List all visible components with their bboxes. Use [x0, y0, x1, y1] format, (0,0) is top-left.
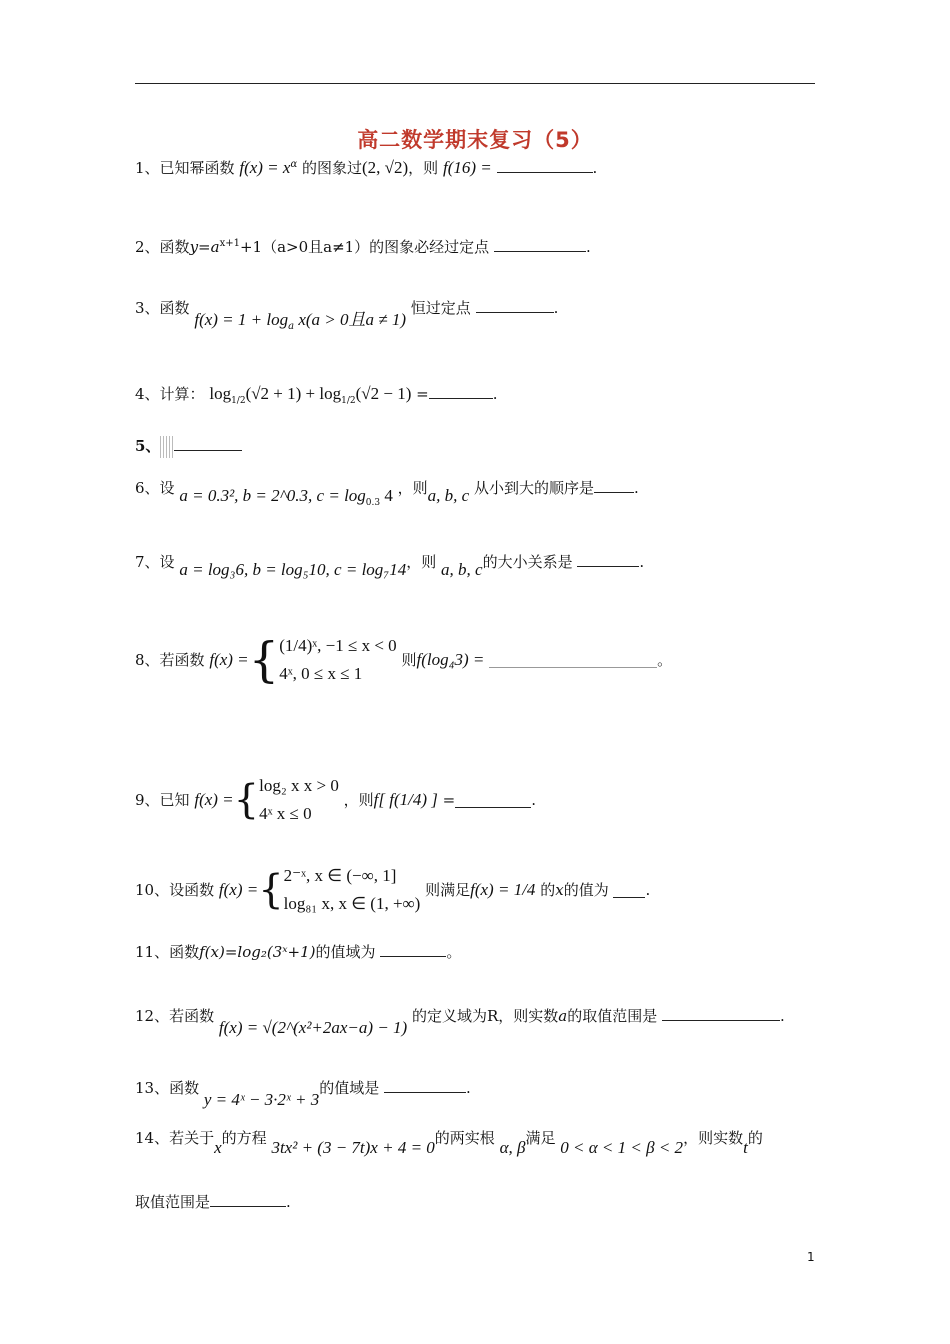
question-10: 10、设函数 f(x) ={ 2⁻ˣ, x ∈ (−∞, 1] log₈₁ x, x ∈ (1, +∞) 则满足f(x) = 1/4 的x的值为 .: [135, 866, 651, 913]
left-brace-icon: {: [248, 632, 280, 688]
question-3: 3、函数 $f(x) = 1 + \log_a x(a > 0$且a ≠ 1) 恒过定点 .: [135, 299, 559, 332]
question-5: 5、: [135, 436, 242, 458]
left-brace-icon: {: [233, 777, 260, 823]
answer-blank-11[interactable]: [380, 942, 446, 957]
answer-blank-8[interactable]: [489, 653, 657, 668]
question-2: 2、函数$y=a^{x+1}+1(a>0$且a≠1）的图象必经过定点 .: [135, 238, 591, 256]
answer-blank-1[interactable]: [497, 158, 593, 173]
question-8: 8、若函数 f(x) ={ (1/4)ˣ, −1 ≤ x < 0 4ˣ, 0 ≤ x ≤ 1 则f(log₄3) = 。: [135, 632, 673, 688]
question-13: 13、函数 y = 4ˣ − 3·2ˣ + 3的值域是 .: [135, 1079, 471, 1109]
answer-blank-6[interactable]: [594, 478, 634, 493]
question-14-continued: 取值范围是 .: [135, 1193, 291, 1211]
garbled-image: [160, 436, 174, 458]
answer-blank-3[interactable]: [476, 298, 554, 313]
question-7: 7、设 a = log₃6, b = log₅10, c = log₇14，则 a, b, c的大小关系是 .: [135, 553, 645, 579]
answer-blank-7[interactable]: [577, 552, 639, 567]
answer-blank-9[interactable]: [455, 793, 531, 808]
answer-blank-13[interactable]: [384, 1078, 466, 1093]
answer-blank-12[interactable]: [662, 1006, 780, 1021]
header-rule: [135, 83, 815, 84]
left-brace-icon: {: [258, 867, 284, 913]
answer-blank-4[interactable]: [429, 384, 493, 399]
question-11: 11、函数f(x)=log₂(3ˣ+1)的值域为 。: [135, 943, 462, 961]
question-1: 1、已知幂函数 $f(x) = x^\alpha$ 的图象过(2, √2)，则 f(16) = .: [135, 158, 598, 177]
page-number: 1: [807, 1250, 815, 1264]
answer-blank-2[interactable]: [494, 237, 586, 252]
question-14: 14、若关于x的方程 3tx² + (3 − 7t)x + 4 = 0的两实根 α, β满足 0 < α < 1 < β < 2，则实数t的: [135, 1129, 763, 1157]
page-title: 高二数学期末复习（5）: [357, 128, 593, 152]
question-9: 9、已知 f(x) ={ log₂ x x > 0 4ˣ x ≤ 0 ，则f[ f(1/4) ] = .: [135, 776, 537, 823]
answer-blank-10[interactable]: [613, 883, 645, 898]
question-6: 6、设 a = 0.3², b = 2^0.3, $c = \log_{0.3} 4$ ，则a, b, c 从小到大的顺序是 .: [135, 479, 639, 508]
answer-blank-5[interactable]: [174, 436, 242, 451]
question-4: 4、计算： $\log_{1/2}(√2 + 1) + \log_{1/2}(√2 - 1)$ = .: [135, 384, 498, 406]
answer-blank-14[interactable]: [210, 1192, 286, 1207]
question-12: 12、若函数 f(x) = √(2^(x²+2ax−a) − 1) 的定义域为R，则实数a的取值范围是 .: [135, 1007, 785, 1037]
